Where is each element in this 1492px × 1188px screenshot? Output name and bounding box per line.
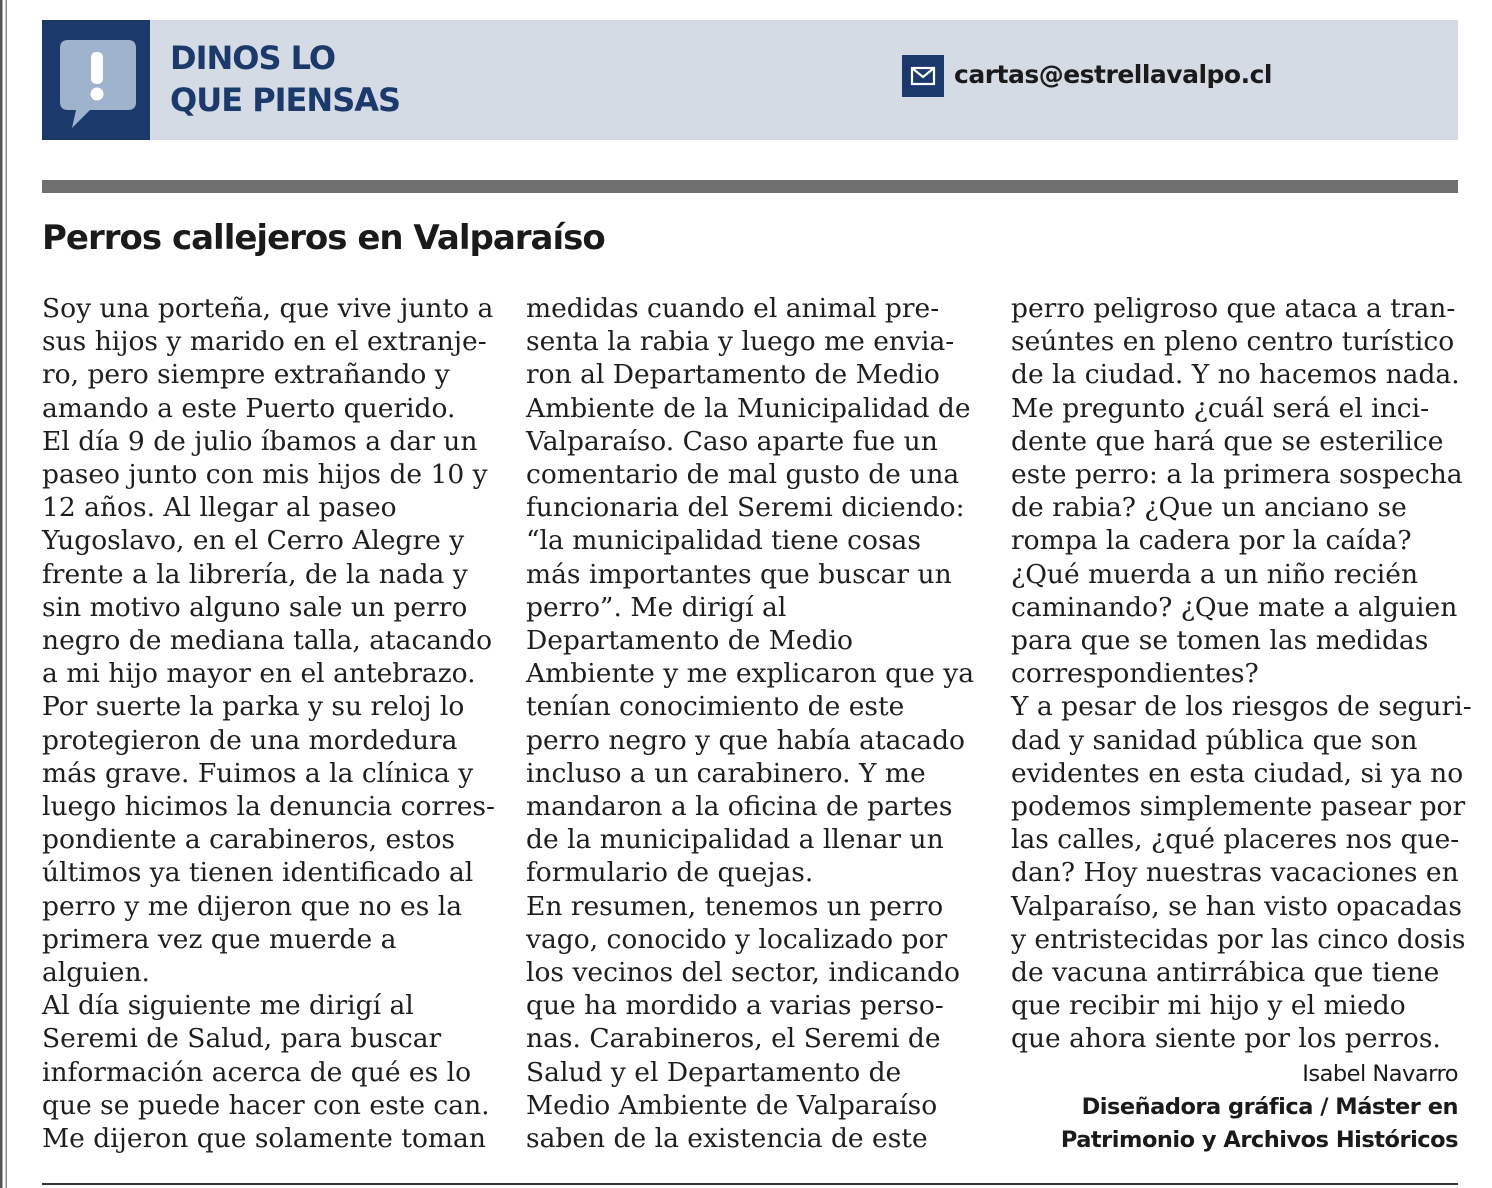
article-text-line: vago, conocido y localizado por [526, 923, 948, 955]
article-text-line: protegieron de una mordedura [42, 724, 458, 756]
article-text-line: luego hicimos la denuncia corres- [42, 791, 495, 823]
article-text-line: evidentes en esta ciudad, si ya no [1011, 757, 1464, 789]
article-text-line: a mi hijo mayor en el antebrazo. [42, 658, 476, 690]
article-text-line: “la municipalidad tiene cosas [526, 525, 921, 557]
article-text-line: información acerca de qué es lo [42, 1056, 472, 1088]
article-text-line: caminando? ¿Que mate a alguien [1011, 591, 1458, 623]
article-text-line: que ahora siente por los perros. [1011, 1023, 1441, 1055]
article-text-line: de la municipalidad a llenar un [526, 824, 944, 856]
article-text-line: Yugoslavo, en el Cerro Alegre y [42, 525, 465, 557]
article-text-line: medidas cuando el animal pre- [526, 293, 940, 324]
article-text-line: 12 años. Al llegar al paseo [42, 492, 397, 524]
article-text-line: que se puede hacer con este can. [42, 1089, 490, 1121]
article-text-line: dente que hará que se esterilice [1011, 425, 1444, 457]
article-text-line: amando a este Puerto querido. [42, 392, 456, 424]
article-text-line: alguien. [42, 957, 150, 989]
article-text-line: perro”. Me dirigí al [526, 591, 787, 623]
article-text-line: negro de mediana talla, atacando [42, 625, 493, 657]
article-text-line: Medio Ambiente de Valparaíso [526, 1089, 938, 1121]
article-text-line: las calles, ¿qué placeres nos que- [1011, 824, 1460, 856]
author-signature [1061, 1058, 1458, 1157]
article-text-line: más grave. Fuimos a la clínica y [42, 757, 474, 789]
article-text-line: perro y me dijeron que no es la [42, 890, 463, 922]
article-text-line: últimos ya tienen identificado al [42, 857, 474, 889]
article-text-line: senta la rabia y luego me envia- [526, 326, 955, 358]
article-text-line: perro negro y que había atacado [526, 724, 965, 756]
author-title-line2: Patrimonio y Archivos Históricos [1060, 1127, 1458, 1153]
article-text-line: pondiente a carabineros, estos [42, 824, 456, 856]
article-text-line: Ambiente de la Municipalidad de [526, 392, 971, 424]
article-text-line: rompa la cadera por la caída? [1011, 525, 1412, 557]
author-title-line1: Diseñadora gráfica / Máster en [1081, 1094, 1458, 1120]
article-text-line: incluso a un carabinero. Y me [526, 757, 926, 789]
article-text-line: Valparaíso. Caso aparte fue un [526, 425, 938, 457]
article-text-line: Y a pesar de los riesgos de seguri- [1011, 691, 1472, 723]
article-text-line: Soy una porteña, que vive junto a [42, 293, 494, 324]
speech-bubble-exclamation-icon [42, 20, 150, 140]
envelope-icon [902, 55, 944, 97]
article-text-line: dad y sanidad pública que son [1011, 724, 1418, 756]
article-text-line: dan? Hoy nuestras vacaciones en [1011, 857, 1459, 889]
article-text-line: El día 9 de julio íbamos a dar un [42, 425, 478, 457]
page-edge-strip [0, 0, 7, 1188]
article-text-line: que recibir mi hijo y el miedo [1011, 990, 1406, 1022]
article-text-line: formulario de quejas. [526, 857, 814, 889]
article-text-line: paseo junto con mis hijos de 10 y [42, 459, 488, 491]
article-text-line: de la ciudad. Y no hacemos nada. [1011, 359, 1460, 391]
article-text-line: tenían conocimiento de este [526, 691, 905, 723]
article-text-line: funcionaria del Seremi diciendo: [526, 492, 965, 524]
article-text-line: de rabia? ¿Que un anciano se [1011, 492, 1407, 524]
article-text-line: ¿Qué muerda a un niño recién [1011, 558, 1419, 590]
article-column-3 [1011, 292, 1472, 1056]
article-text-line: Por suerte la parka y su reloj lo [42, 691, 465, 723]
article-text-line: mandaron a la oficina de partes [526, 791, 953, 823]
article-text-line: para que se tomen las medidas [1011, 625, 1429, 657]
article-text-line: Departamento de Medio [526, 625, 853, 657]
article-text-line: podemos simplemente pasear por [1011, 791, 1466, 823]
article-text-line: y entristecidas por las cinco dosis [1011, 923, 1466, 955]
section-title [170, 37, 400, 121]
article-text-line: Me dijeron que solamente toman [42, 1123, 486, 1155]
article-text-line: En resumen, tenemos un perro [526, 890, 944, 922]
article-text-line: Al día siguiente me dirigí al [42, 990, 414, 1022]
article-text-line: nas. Carabineros, el Seremi de [526, 1023, 941, 1055]
article-text-line: Ambiente y me explicaron que ya [526, 658, 975, 690]
author-name: Isabel Navarro [1302, 1061, 1458, 1087]
article-text-line: más importantes que buscar un [526, 558, 952, 590]
article-text-line: comentario de mal gusto de una [526, 459, 960, 491]
article-text-line: frente a la librería, de la nada y [42, 558, 468, 590]
article-text-line: ron al Departamento de Medio [526, 359, 940, 391]
section-title-line2: QUE PIENSAS [170, 81, 401, 119]
article-text-line: este perro: a la primera sospecha [1011, 459, 1463, 491]
article-text-line: de vacuna antirrábica que tiene [1011, 957, 1440, 989]
article-text-line: perro peligroso que ataca a tran- [1011, 293, 1456, 324]
divider-rule [42, 180, 1458, 193]
article-text-line: Valparaíso, se han visto opacadas [1011, 890, 1462, 922]
article-text-line: primera vez que muerde a [42, 923, 397, 955]
article-text-line: Me pregunto ¿cuál será el inci- [1011, 392, 1430, 424]
article-headline: Perros callejeros en Valparaíso [42, 218, 605, 258]
article-text-line: los vecinos del sector, indicando [526, 957, 960, 989]
contact-email-link[interactable]: cartas@estrellavalpo.cl [954, 60, 1272, 89]
bottom-rule [42, 1183, 1458, 1185]
section-title-line1: DINOS LO [170, 39, 336, 77]
article-text-line: Seremi de Salud, para buscar [42, 1023, 442, 1055]
article-text-line: Salud y el Departamento de [526, 1056, 902, 1088]
article-text-line: seúntes en pleno centro turístico [1011, 326, 1455, 358]
article-column-1 [42, 292, 494, 1155]
article-text-line: saben de la existencia de este [526, 1123, 928, 1155]
article-text-line: sin motivo alguno sale un perro [42, 591, 468, 623]
article-column-2 [526, 292, 978, 1155]
article-text-line: ro, pero siempre extrañando y [42, 359, 450, 391]
article-text-line: sus hijos y marido en el extranje- [42, 326, 487, 358]
article-text-line: que ha mordido a varias perso- [526, 990, 944, 1022]
section-header [42, 20, 1458, 140]
article-text-line: correspondientes? [1011, 658, 1259, 690]
